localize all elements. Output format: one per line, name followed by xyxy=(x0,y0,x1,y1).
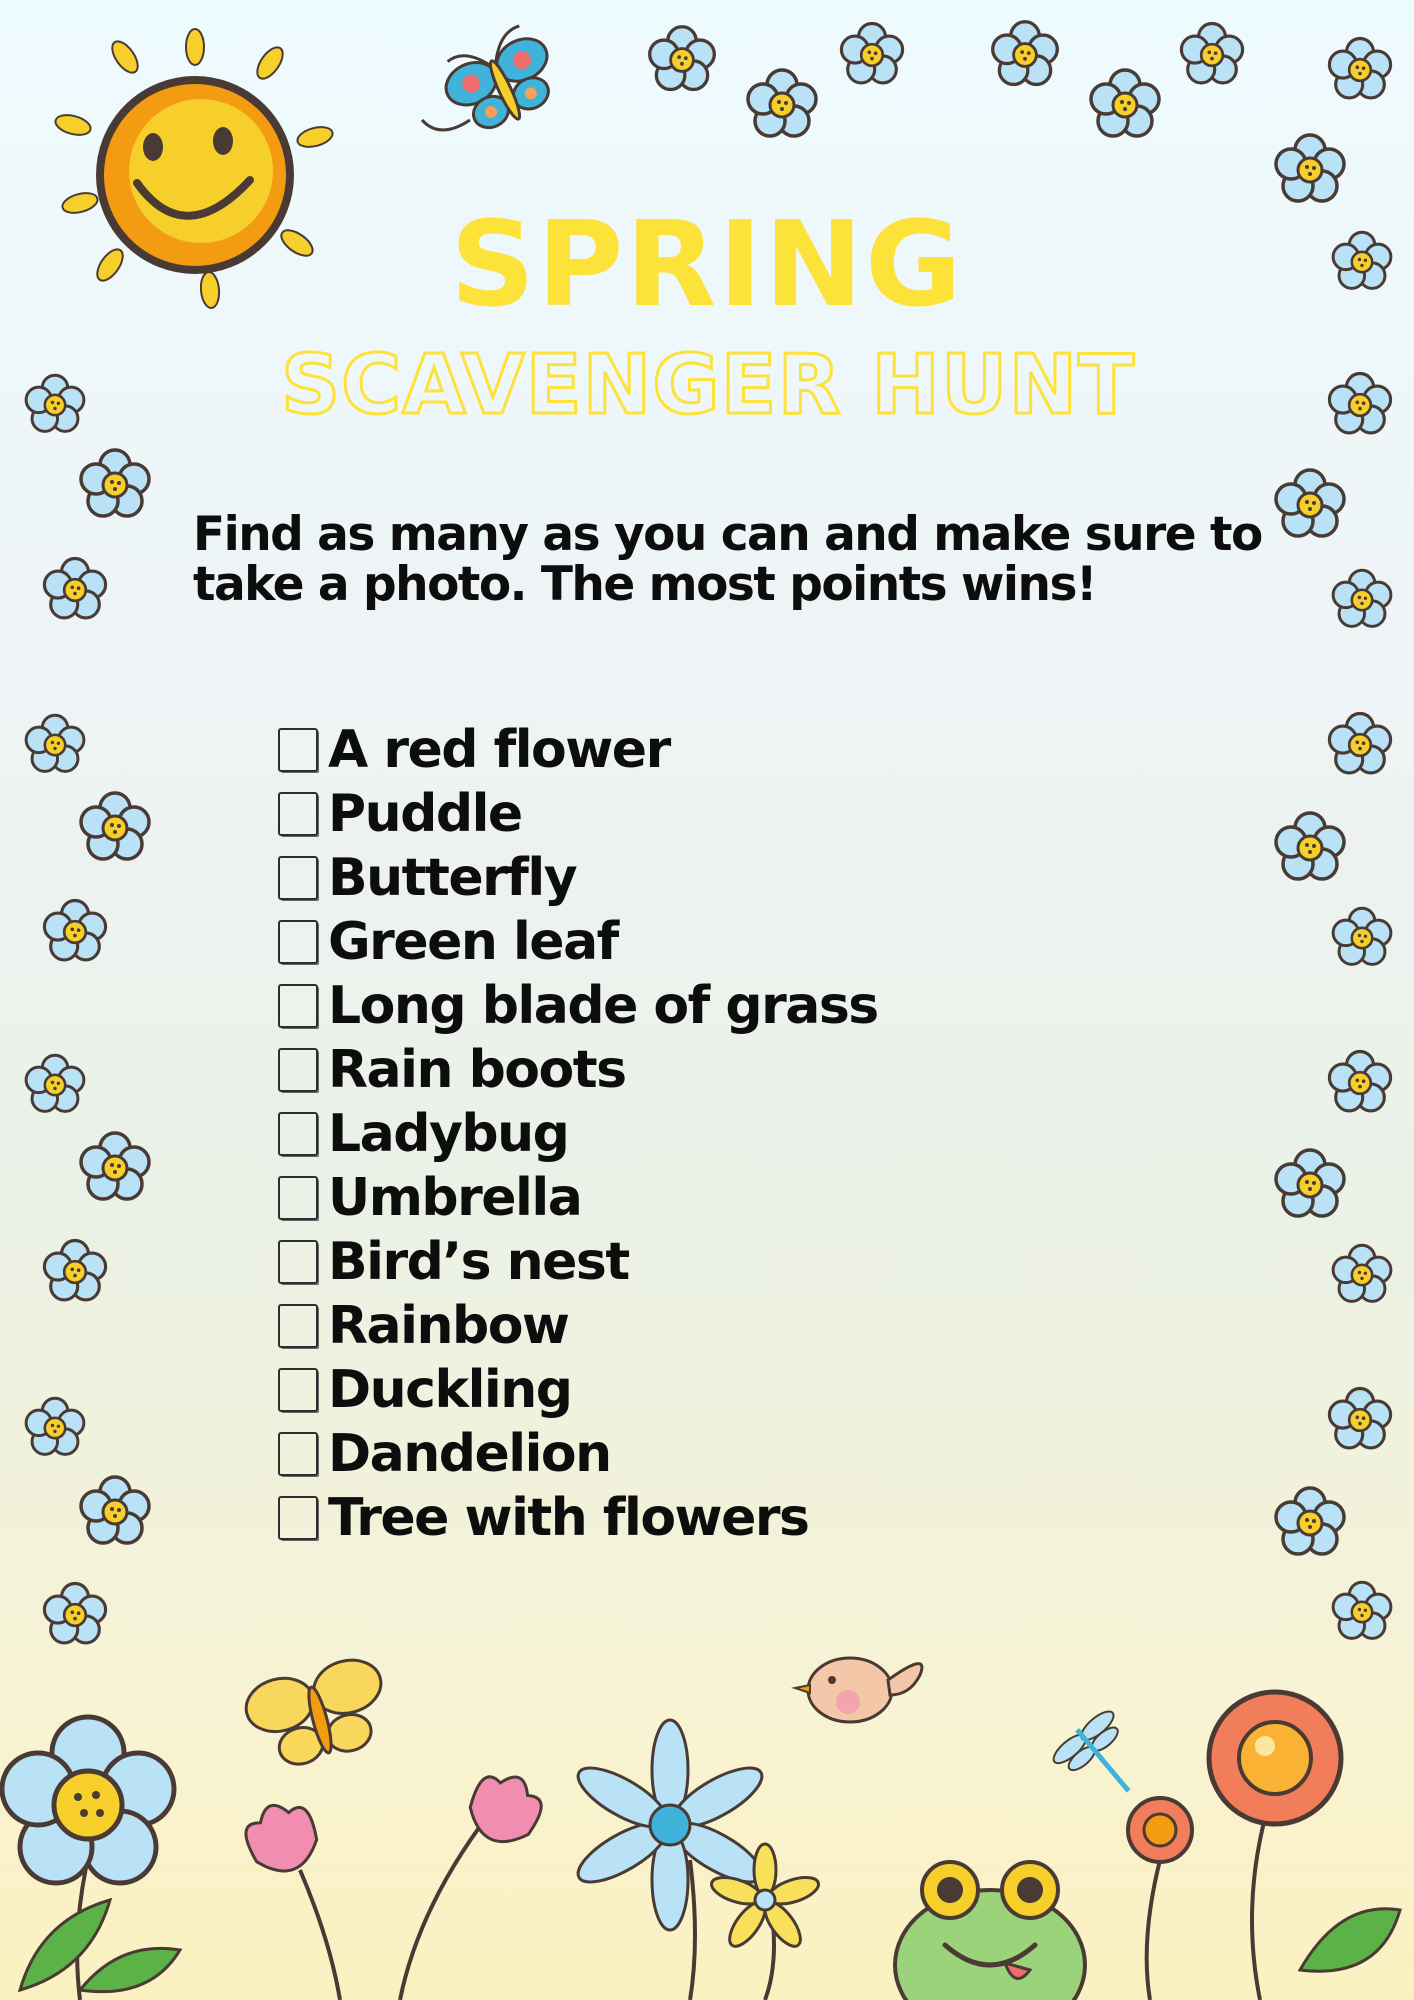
flower-icon xyxy=(81,450,149,516)
checklist-item-label: Umbrella xyxy=(328,1168,582,1228)
page-title: SPRING xyxy=(450,195,964,333)
checklist-item-label: Puddle xyxy=(328,784,522,844)
checklist-item-label: Rain boots xyxy=(328,1040,626,1100)
checklist-item[interactable] xyxy=(278,1166,878,1230)
flower-icon xyxy=(44,901,105,960)
flower-icon xyxy=(1329,39,1390,98)
checklist-item[interactable] xyxy=(278,910,878,974)
checklist-item-label: Rainbow xyxy=(328,1296,569,1356)
checklist-item[interactable] xyxy=(278,782,878,846)
flower-icon xyxy=(1091,70,1159,136)
checklist-item[interactable] xyxy=(278,1038,878,1102)
flower-icon xyxy=(1276,813,1344,879)
checkbox[interactable] xyxy=(278,1176,318,1220)
checklist-item[interactable] xyxy=(278,846,878,910)
flower-icon xyxy=(81,1477,149,1543)
flower-icon xyxy=(26,1398,84,1454)
checklist-item[interactable] xyxy=(278,1358,878,1422)
flower-icon xyxy=(44,1241,105,1300)
flower-icon xyxy=(81,1133,149,1199)
flower-icon xyxy=(1329,714,1390,773)
flower-icon xyxy=(1181,23,1242,82)
flower-icon xyxy=(1333,570,1391,626)
checkbox[interactable] xyxy=(278,1368,318,1412)
checkbox[interactable] xyxy=(278,1304,318,1348)
dragonfly-icon xyxy=(1048,1705,1158,1815)
tulip-icon xyxy=(238,1794,325,1881)
butterfly-icon xyxy=(240,1653,396,1775)
flower-icon xyxy=(1329,1052,1390,1111)
flower-icon xyxy=(2,1717,174,1883)
checkbox[interactable] xyxy=(278,1432,318,1476)
flower-icon xyxy=(841,23,902,82)
checklist-item-label: Tree with flowers xyxy=(328,1488,809,1548)
checklist-item[interactable] xyxy=(278,718,878,782)
flower-icon xyxy=(650,27,715,90)
checklist-item[interactable] xyxy=(278,1230,878,1294)
flower-icon xyxy=(44,1584,105,1643)
checklist-item-label: A red flower xyxy=(328,720,670,780)
flower-icon xyxy=(1276,1150,1344,1216)
checklist-item-label: Green leaf xyxy=(328,912,618,972)
bird-icon xyxy=(795,1658,922,1722)
checklist-item-label: Duckling xyxy=(328,1360,572,1420)
checkbox[interactable] xyxy=(278,1048,318,1092)
checkbox[interactable] xyxy=(278,728,318,772)
checklist-item[interactable] xyxy=(278,1422,878,1486)
flower-icon xyxy=(1276,1488,1344,1554)
checkbox[interactable] xyxy=(278,792,318,836)
flower-icon xyxy=(1329,1389,1390,1448)
tulip-icon xyxy=(460,1764,550,1854)
checkbox[interactable] xyxy=(278,856,318,900)
flower-icon xyxy=(748,70,816,136)
flower-icon xyxy=(81,793,149,859)
page-subtitle: SCAVENGER HUNT xyxy=(280,338,1136,433)
instructions-text: Find as many as you can and make sure to take a photo. The most points wins! xyxy=(193,507,1262,612)
checklist-item[interactable] xyxy=(278,1294,878,1358)
checkbox[interactable] xyxy=(278,920,318,964)
scavenger-checklist xyxy=(278,718,878,1550)
checklist-item-label: Bird’s nest xyxy=(328,1232,629,1292)
checklist-item-label: Butterfly xyxy=(328,848,577,908)
garden-scene xyxy=(2,1653,1400,2000)
flower-icon xyxy=(1333,908,1391,964)
checklist-item[interactable] xyxy=(278,974,878,1038)
flower-icon xyxy=(1209,1692,1341,1824)
flower-icon xyxy=(1276,135,1344,201)
flower-icon xyxy=(1333,1245,1391,1301)
butterfly-icon xyxy=(434,20,568,142)
frog-icon xyxy=(895,1862,1085,2000)
flower-icon xyxy=(44,559,105,618)
checklist-item[interactable] xyxy=(278,1486,878,1550)
checkbox[interactable] xyxy=(278,984,318,1028)
checklist-item-label: Dandelion xyxy=(328,1424,611,1484)
flower-icon xyxy=(1333,1582,1391,1638)
checklist-item[interactable] xyxy=(278,1102,878,1166)
checklist-item-label: Ladybug xyxy=(328,1104,569,1164)
flower-icon xyxy=(1276,470,1344,536)
checkbox[interactable] xyxy=(278,1112,318,1156)
flower-icon xyxy=(993,22,1058,85)
checklist-item-label: Long blade of grass xyxy=(328,976,878,1036)
flower-icon xyxy=(26,715,84,771)
flower-icon xyxy=(1128,1798,1192,1862)
checkbox[interactable] xyxy=(278,1496,318,1540)
flower-icon xyxy=(26,1055,84,1111)
checkbox[interactable] xyxy=(278,1240,318,1284)
